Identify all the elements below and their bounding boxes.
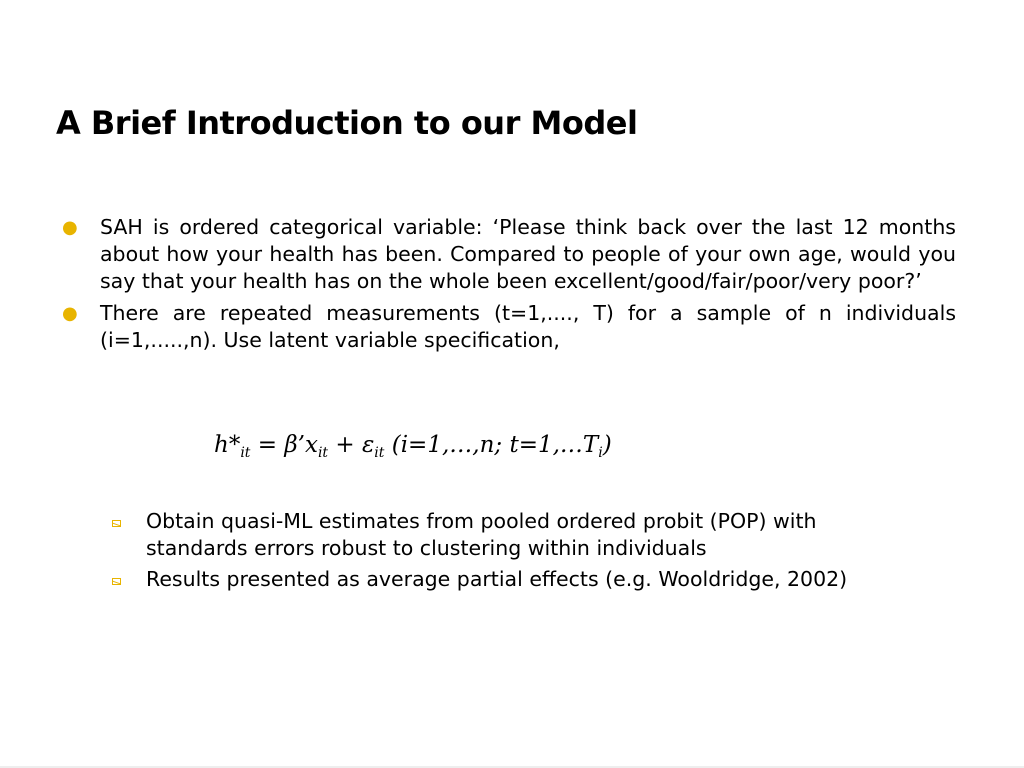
latent-variable-equation (214, 432, 612, 461)
bullet-dot-icon: ● (62, 303, 78, 324)
equation-beta-term: β’x (284, 432, 318, 458)
sub-bullet-item (110, 508, 910, 562)
equation-range-subscript: i (598, 445, 603, 461)
sub-bullet-text: Results presented as average partial effects (e.g. Wooldridge, 2002) (146, 567, 848, 591)
bullet-text: There are repeated measurements (t=1,...., T) for a sample of n individuals (i=1,.....,n). Use latent variable specification, (100, 301, 956, 352)
equation-index-range: (i=1,…,n; t=1,…T (384, 432, 599, 458)
sub-bullet-icon (112, 578, 121, 585)
bullet-text: SAH is ordered categorical variable: ‘Please think back over the last 12 months about how your health has been. Compared to people of your own age, would you say that your health has on the whole been excellent/good/fair/poor/very poor?’ (100, 215, 956, 293)
bullet-list (60, 214, 956, 359)
bullet-item (60, 300, 956, 354)
equation-lhs: h* (214, 432, 241, 458)
equation-beta-subscript: it (317, 445, 329, 461)
sub-bullet-item (110, 566, 910, 593)
equation-close-paren: ) (602, 432, 612, 458)
equation-error-term: + ε (328, 432, 375, 458)
sub-bullet-list (110, 508, 910, 597)
sub-bullet-icon (112, 520, 121, 527)
bullet-item (60, 214, 956, 295)
equation-equals: = (250, 432, 285, 458)
bullet-dot-icon: ● (62, 217, 78, 238)
equation-lhs-subscript: it (240, 445, 251, 461)
slide-title: A Brief Introduction to our Model (56, 104, 638, 142)
equation-error-subscript: it (374, 445, 385, 461)
sub-bullet-text: Obtain quasi-ML estimates from pooled ordered probit (POP) with standards errors robust to clustering within individuals (146, 509, 817, 560)
